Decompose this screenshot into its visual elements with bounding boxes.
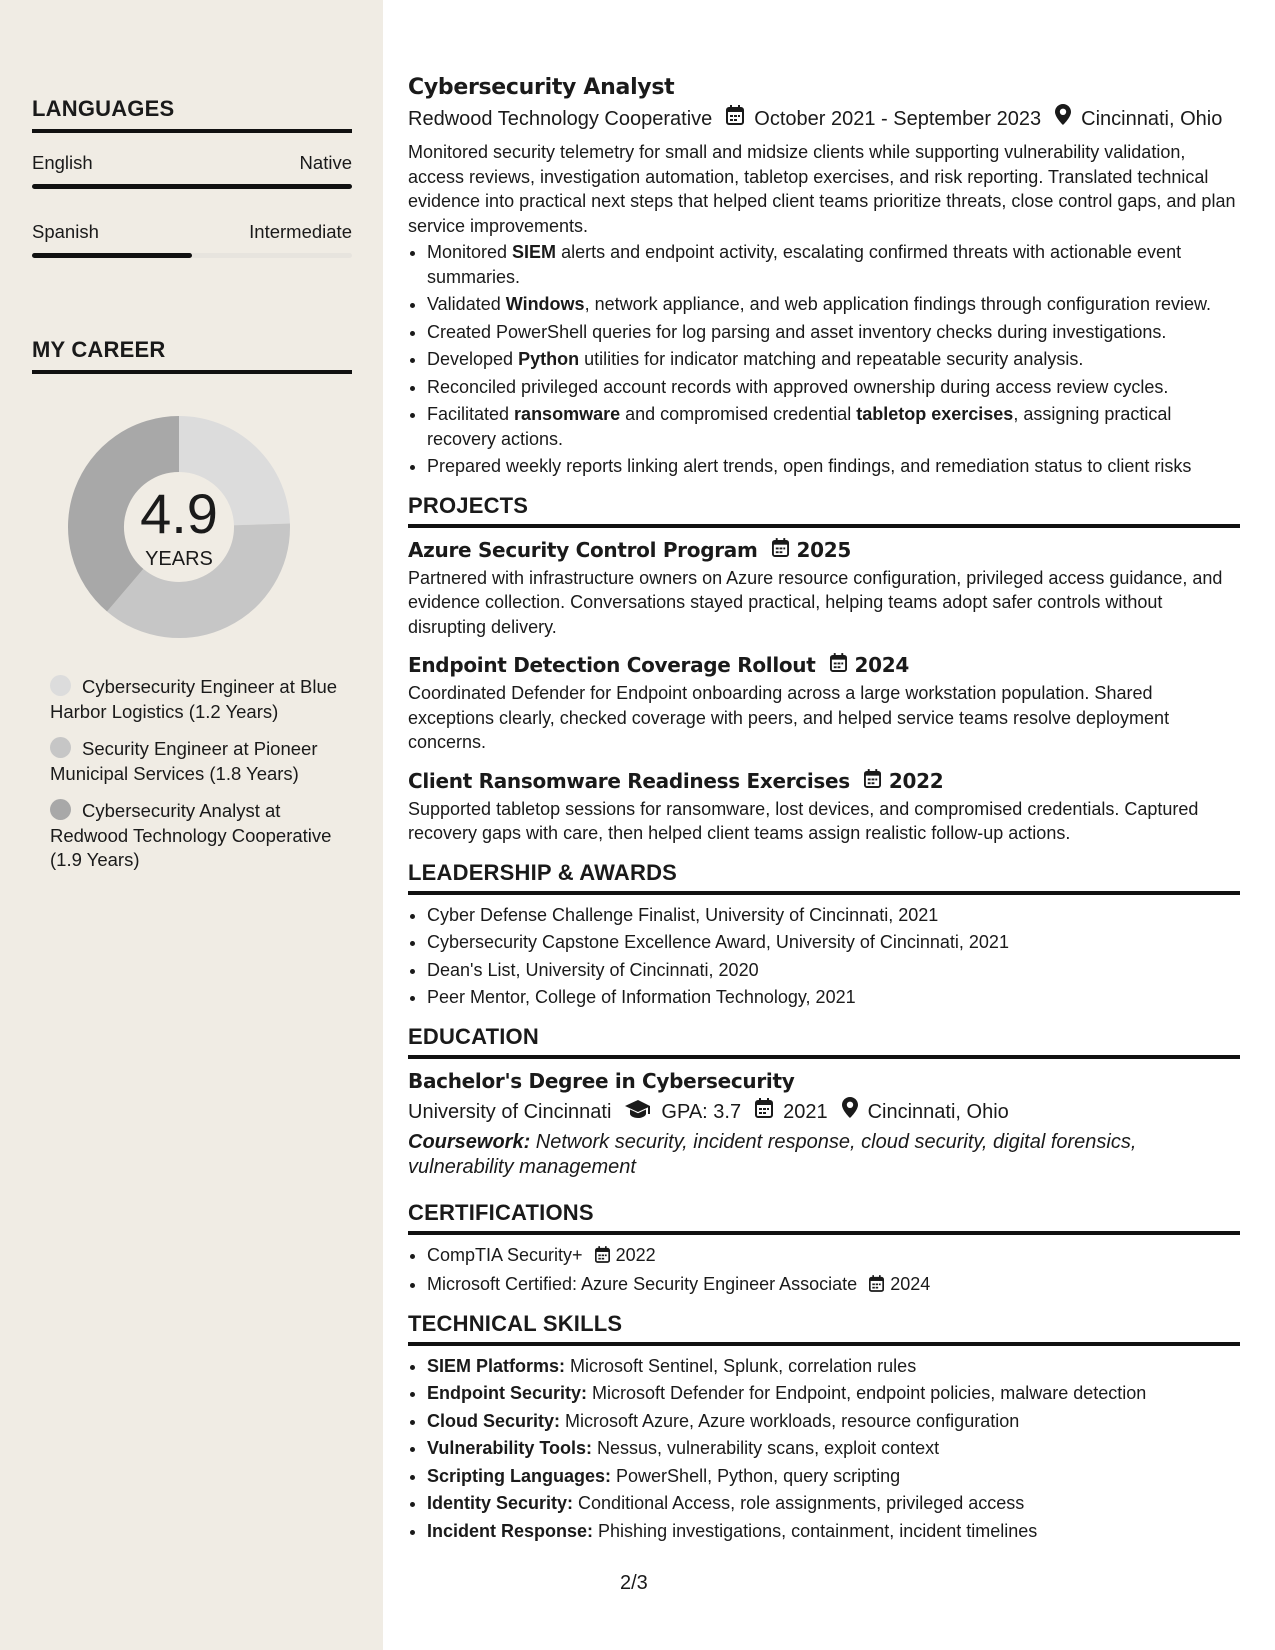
leadership-item: • Dean's List, University of Cincinnati, 2020	[427, 958, 1240, 983]
project-title-row	[408, 651, 1240, 679]
bullet-text: , assigning practical recovery actions.	[427, 404, 1172, 449]
calendar-icon	[830, 651, 847, 679]
skill-item	[427, 1354, 1240, 1379]
job-bullet	[427, 402, 1240, 451]
job-bullet	[427, 320, 1240, 345]
certifications-list	[427, 1243, 1240, 1299]
education-heading: EDUCATION	[408, 1024, 1240, 1059]
job-bullet	[427, 375, 1240, 400]
certification-name: CompTIA Security+	[427, 1244, 583, 1265]
skills-heading: TECHNICAL SKILLS	[408, 1311, 1240, 1346]
job-bullet	[427, 454, 1240, 479]
career-heading: MY CAREER	[32, 337, 352, 374]
school-name: University of Cincinnati	[408, 1100, 612, 1123]
skill-label: Cloud Security:	[427, 1410, 561, 1431]
career-legend-text: Cybersecurity Analyst at Redwood Technology Cooperative (1.9 Years)	[50, 800, 332, 870]
skill-label: Vulnerability Tools:	[427, 1438, 593, 1458]
project-title-row	[408, 536, 1240, 564]
calendar-icon	[869, 1274, 884, 1299]
skill-value: Phishing investigations, containment, incident timelines	[593, 1520, 1038, 1541]
coursework	[408, 1130, 1240, 1180]
skill-label: Endpoint Security:	[427, 1383, 588, 1403]
bullet-text: Validated	[427, 294, 506, 314]
projects-section	[408, 493, 1240, 846]
leadership-section	[408, 860, 1240, 1010]
bullet-text: Monitored	[427, 242, 513, 262]
job-bullet	[427, 347, 1240, 372]
languages-heading: LANGUAGES	[32, 96, 352, 133]
skill-item	[427, 1436, 1240, 1461]
leadership-item: • Cyber Defense Challenge Finalist, University of Cincinnati, 2021	[427, 903, 1240, 928]
bullet-text: Created PowerShell queries for log parsing and asset inventory checks during investigations.	[427, 321, 1167, 342]
skill-value: Conditional Access, role assignments, privileged access	[573, 1493, 1025, 1513]
certifications-section	[408, 1200, 1240, 1299]
skill-label: Scripting Languages:	[427, 1465, 612, 1486]
certification-name: Microsoft Certified: Azure Security Engineer Associate	[427, 1274, 858, 1294]
bullet-keyword: ransomware	[514, 404, 621, 424]
skill-item	[427, 1491, 1240, 1516]
main-content	[408, 74, 1240, 1546]
leadership-heading: LEADERSHIP & AWARDS	[408, 860, 1240, 895]
career-legend-item	[50, 675, 350, 724]
education-meta	[408, 1097, 1240, 1127]
language-bar-spanish	[32, 253, 352, 258]
calendar-icon	[726, 104, 744, 134]
calendar-icon	[772, 536, 789, 564]
career-legend	[50, 675, 350, 886]
language-level: Native	[299, 152, 352, 173]
bullet-keyword: Windows	[505, 294, 585, 314]
career-total-years: 4.9	[140, 482, 218, 545]
job-bullet	[427, 292, 1240, 317]
career-legend-item	[50, 737, 350, 786]
bullet-text: , network appliance, and web application findings through configuration review.	[584, 294, 1211, 314]
career-legend-item	[50, 799, 350, 873]
skill-value: Microsoft Sentinel, Splunk, correlation rules	[565, 1355, 917, 1376]
skill-value: PowerShell, Python, query scripting	[611, 1465, 901, 1486]
bullet-text: and compromised credential	[620, 404, 857, 424]
bullet-text: Developed	[427, 349, 519, 369]
coursework-text: Network security, incident response, cloud security, digital forensics, vulnerability management	[408, 1130, 1137, 1178]
calendar-icon	[755, 1097, 773, 1127]
skill-value: Microsoft Defender for Endpoint, endpoint policies, malware detection	[587, 1383, 1147, 1403]
job-summary: Monitored security telemetry for small and midsize clients while supporting vulnerability validation, access reviews, investigation automation, tabletop exercises, and risk reporting. Translated technical evidence into practical next steps that helped client teams prioritize threats, close control gaps, and plan service improvements.	[408, 142, 1236, 236]
skill-value: Nessus, vulnerability scans, exploit context	[592, 1438, 940, 1458]
school-location: Cincinnati, Ohio	[867, 1100, 1009, 1123]
skill-item	[427, 1519, 1240, 1544]
coursework-label: Coursework:	[408, 1130, 531, 1153]
project-description: Supported tabletop sessions for ransomware, lost devices, and compromised credentials. Captured recovery gaps with care, then helped client teams assign realistic follow-up actions.	[408, 798, 1199, 843]
skill-item	[427, 1381, 1240, 1406]
calendar-icon	[864, 767, 881, 795]
project-year: 2022	[888, 768, 944, 793]
skill-item	[427, 1409, 1240, 1434]
project-title: Endpoint Detection Coverage Rollout	[408, 653, 816, 677]
bullet-text: alerts and endpoint activity, escalating confirmed threats with actionable event summaries.	[427, 242, 1182, 287]
sidebar	[0, 0, 383, 1650]
graduation-year: 2021	[783, 1100, 828, 1123]
location-pin-icon	[842, 1097, 858, 1127]
page-number: 2/3	[620, 1572, 648, 1594]
leadership-item: • Peer Mentor, College of Information Technology, 2021	[427, 985, 1240, 1010]
job-bullets	[427, 240, 1240, 479]
legend-dot-icon	[50, 675, 71, 696]
legend-dot-icon	[50, 799, 71, 820]
project-description: Coordinated Defender for Endpoint onboarding across a large workstation population. Shared exceptions clearly, checked coverage with peers, and helped service teams resolve deployment concerns.	[408, 683, 1170, 752]
degree-title: Bachelor's Degree in Cybersecurity	[408, 1068, 795, 1093]
language-bar-fill	[32, 184, 352, 189]
bullet-text: Reconciled privileged account records with approved ownership during access review cycles.	[427, 376, 1169, 397]
education-section	[408, 1024, 1240, 1180]
project-year: 2025	[796, 537, 851, 562]
project-title-row	[408, 767, 1240, 795]
bullet-keyword: Python	[518, 349, 580, 369]
language-row-english	[32, 152, 352, 174]
career-total-unit: YEARS	[145, 548, 213, 570]
skills-list	[427, 1354, 1240, 1544]
graduation-cap-icon	[625, 1097, 651, 1127]
skill-label: Incident Response:	[427, 1520, 594, 1541]
gpa: GPA: 3.7	[661, 1100, 742, 1123]
bullet-text: utilities for indicator matching and repeatable security analysis.	[579, 349, 1084, 369]
bullet-keyword: tabletop exercises	[856, 404, 1014, 424]
bullet-text: Prepared weekly reports linking alert trends, open findings, and remediation status to client risks	[427, 456, 1192, 476]
job-title: Cybersecurity Analyst	[408, 75, 675, 100]
language-name: English	[32, 152, 93, 173]
bullet-keyword: SIEM	[512, 242, 557, 262]
experience-entry	[408, 74, 1240, 479]
location-pin-icon	[1055, 104, 1071, 134]
certification-year: 2024	[890, 1274, 931, 1294]
company-name: Redwood Technology Cooperative	[408, 108, 713, 130]
project-description: Partnered with infrastructure owners on Azure resource configuration, privileged access guidance, and evidence collection. Conversations stayed practical, helping teams adopt safer controls without disrupting delivery.	[408, 567, 1223, 637]
language-row-spanish	[32, 221, 352, 243]
language-bar-english	[32, 184, 352, 189]
skill-item	[427, 1464, 1240, 1489]
project-title: Azure Security Control Program	[408, 537, 758, 562]
certification-item	[427, 1243, 1240, 1270]
certifications-heading: CERTIFICATIONS	[408, 1200, 1240, 1235]
project-year: 2024	[854, 653, 909, 677]
calendar-icon	[595, 1245, 610, 1270]
language-name: Spanish	[32, 221, 99, 242]
projects-heading: PROJECTS	[408, 493, 1240, 528]
job-location: Cincinnati, Ohio	[1081, 108, 1223, 130]
certification-year: 2022	[615, 1244, 656, 1265]
language-bar-fill	[32, 253, 192, 258]
leadership-item: • Cybersecurity Capstone Excellence Award, University of Cincinnati, 2021	[427, 930, 1240, 955]
project-title: Client Ransomware Readiness Exercises	[408, 768, 850, 793]
career-legend-text: Cybersecurity Engineer at Blue Harbor Logistics (1.2 Years)	[50, 676, 338, 722]
legend-dot-icon	[50, 737, 71, 758]
skill-value: Microsoft Azure, Azure workloads, resource configuration	[560, 1410, 1020, 1431]
skills-section	[408, 1311, 1240, 1544]
job-bullet	[427, 240, 1240, 289]
job-dates: October 2021 - September 2023	[754, 108, 1042, 130]
bullet-text: Facilitated	[427, 404, 515, 424]
language-level: Intermediate	[249, 221, 352, 242]
job-meta	[408, 104, 1240, 134]
certification-item	[427, 1272, 1240, 1299]
leadership-list	[427, 903, 1240, 1010]
skill-label: SIEM Platforms:	[427, 1355, 566, 1376]
skill-label: Identity Security:	[427, 1493, 574, 1513]
career-legend-text: Security Engineer at Pioneer Municipal Services (1.8 Years)	[50, 738, 318, 784]
